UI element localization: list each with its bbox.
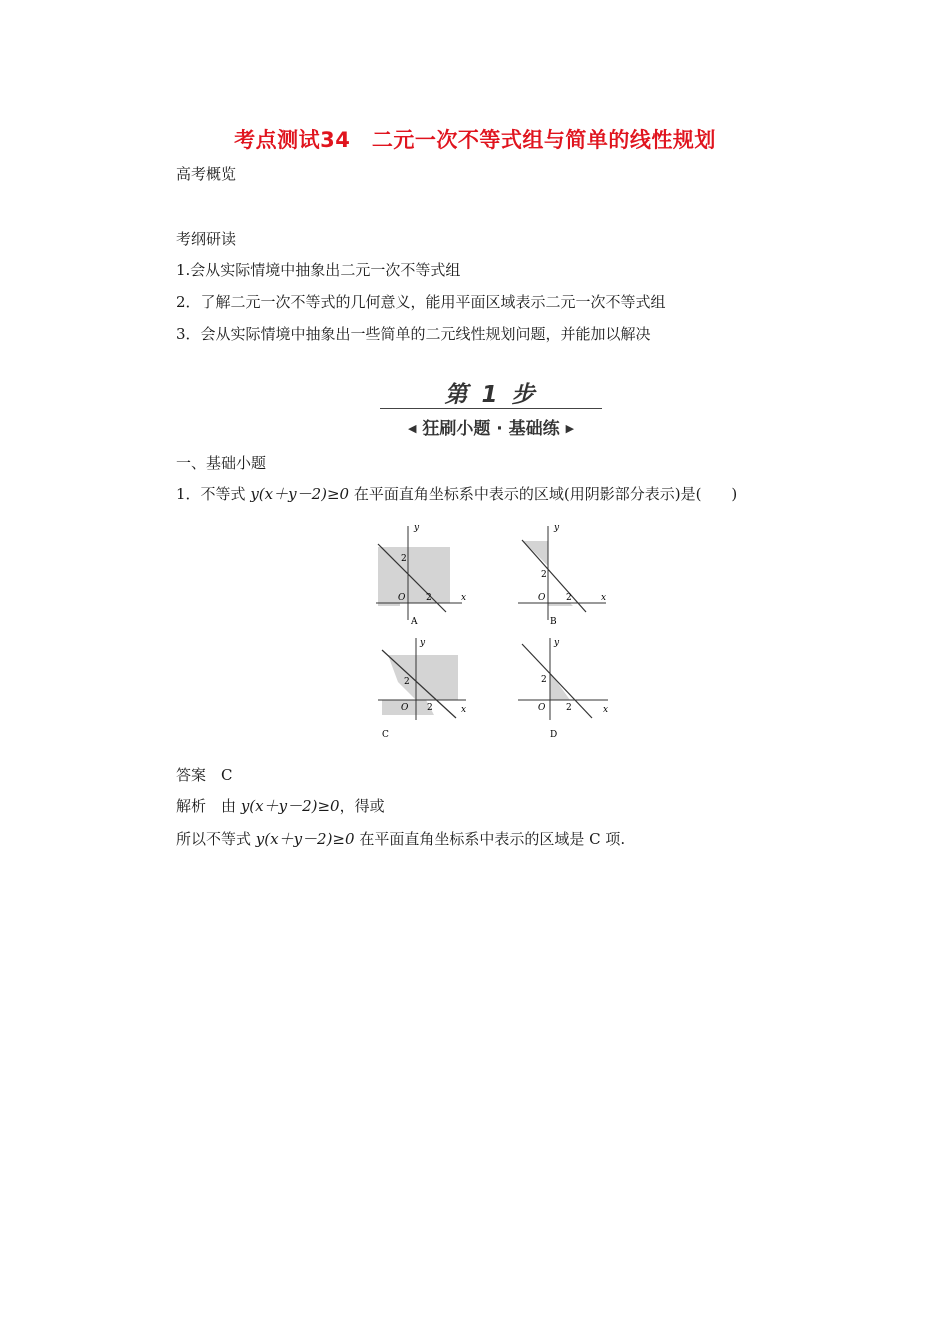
origin-label: O <box>538 593 546 603</box>
x-tick-label: 2 <box>426 593 432 603</box>
analysis-label: 解析 <box>176 797 207 815</box>
y-axis-label: y <box>554 638 560 648</box>
shade-region-c-upper <box>388 655 458 700</box>
origin-label: O <box>538 703 546 713</box>
origin-label: O <box>398 593 406 603</box>
y-axis-label: y <box>420 638 426 648</box>
analysis-line <box>176 795 385 816</box>
option-a-figure <box>376 523 466 627</box>
banner-subtitle-text: 狂刷小题 · 基础练 <box>422 419 560 439</box>
x-tick-label: 2 <box>566 593 572 603</box>
banner-divider <box>380 408 602 409</box>
answer-label: 答案 <box>176 766 207 784</box>
question-1 <box>176 483 737 504</box>
x-axis-label: x <box>603 705 609 715</box>
analysis-prefix: 由 <box>221 797 241 815</box>
syllabus-item: 2．了解二元一次不等式的几何意义，能用平面区域表示二元一次不等式组 <box>176 293 666 311</box>
x-tick-label: 2 <box>427 703 433 713</box>
conclusion-suffix: 在平面直角坐标系中表示的区域是 C 项. <box>354 830 626 848</box>
question-suffix: 在平面直角坐标系中表示的区域(用阴影部分表示)是( ) <box>349 485 738 503</box>
syllabus-item: 1.会从实际情境中抽象出二元一次不等式组 <box>176 261 461 279</box>
option-c-figure <box>378 638 466 740</box>
page-title: 考点测试34 二元一次不等式组与简单的线性规划 <box>234 128 716 152</box>
option-label: D <box>550 730 558 740</box>
option-label: C <box>382 730 389 740</box>
right-arrow-icon: ▶ <box>565 422 575 435</box>
analysis-expression: y(x＋y－2)≥0 <box>240 797 340 815</box>
question-expression: y(x＋y－2)≥0 <box>250 485 350 503</box>
analysis-suffix: ，得或 <box>339 797 385 815</box>
question-prefix: 不等式 <box>200 485 251 503</box>
y-tick-label: 2 <box>541 570 547 580</box>
option-figures <box>360 520 620 750</box>
x-axis-label: x <box>461 705 467 715</box>
left-arrow-icon: ◀ <box>407 422 417 435</box>
origin-label: O <box>401 703 409 713</box>
syllabus-heading: 考纲研读 <box>176 230 237 248</box>
y-tick-label: 2 <box>541 675 547 685</box>
step-banner-title: 第 1 步 <box>444 382 538 408</box>
option-label: A <box>411 617 418 627</box>
y-tick-label: 2 <box>404 677 410 687</box>
y-axis-label: y <box>414 523 420 533</box>
conclusion-expression: y(x＋y－2)≥0 <box>255 830 355 848</box>
section-heading: 一、基础小题 <box>176 454 267 472</box>
conclusion-line <box>176 828 625 849</box>
option-b-figure <box>518 523 606 627</box>
answer-value: C <box>221 766 233 784</box>
syllabus-item: 3．会从实际情境中抽象出一些简单的二元线性规划问题，并能加以解决 <box>176 325 651 343</box>
option-d-figure <box>518 638 608 740</box>
overview-heading: 高考概览 <box>176 165 237 183</box>
boundary-line <box>522 644 592 718</box>
x-tick-label: 2 <box>566 703 572 713</box>
question-number: 1． <box>176 485 201 503</box>
option-label: B <box>550 617 557 627</box>
y-axis-label: y <box>554 523 560 533</box>
answer-line <box>176 764 233 785</box>
boundary-line <box>522 540 586 612</box>
x-axis-label: x <box>461 593 467 603</box>
y-tick-label: 2 <box>401 554 407 564</box>
step-banner-subtitle <box>380 414 602 439</box>
conclusion-prefix: 所以不等式 <box>176 830 256 848</box>
x-axis-label: x <box>601 593 607 603</box>
